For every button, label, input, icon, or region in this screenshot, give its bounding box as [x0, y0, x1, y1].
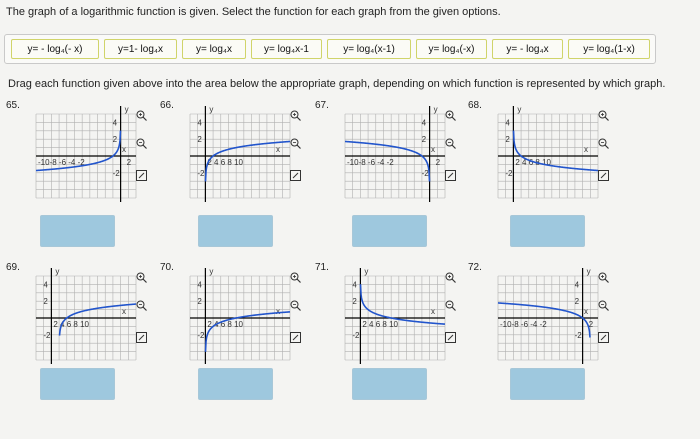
option-chip[interactable]: y= log₄(x-1): [327, 39, 411, 59]
zoom-in-icon[interactable]: [290, 110, 301, 121]
x-tick-label: 2: [588, 320, 594, 329]
x-tick-labels: -10-8 -6 -4 -2: [347, 158, 394, 167]
expand-icon[interactable]: [136, 170, 147, 181]
y-tick-label: 2: [112, 135, 118, 145]
y-axis-label: y: [586, 267, 591, 276]
y-tick-label: 4: [505, 118, 510, 128]
zoom-in-icon[interactable]: [598, 272, 609, 283]
y-tick-label: -2: [352, 330, 360, 340]
x-tick-labels: -10-8 -6 -4 -2: [38, 158, 85, 167]
y-axis-label: y: [517, 105, 522, 114]
answer-drop-zone[interactable]: [352, 215, 427, 247]
y-tick-label: -2: [421, 168, 429, 178]
x-axis-label: x: [584, 145, 588, 154]
y-axis-label: y: [55, 267, 60, 276]
expand-icon[interactable]: [290, 170, 301, 181]
y-tick-label: 2: [505, 135, 510, 145]
zoom-out-icon[interactable]: [136, 300, 147, 311]
x-tick-labels: 2 4 6 8 10: [515, 158, 551, 167]
answer-drop-zone[interactable]: [40, 368, 115, 400]
expand-icon[interactable]: [445, 332, 456, 343]
y-axis-label: y: [364, 267, 369, 276]
expand-icon[interactable]: [136, 332, 147, 343]
y-tick-label: -2: [43, 330, 51, 340]
problem-number: 72.: [468, 262, 482, 273]
x-tick-label: 2: [126, 158, 132, 167]
answer-drop-zone[interactable]: [198, 215, 273, 247]
x-axis-label: x: [584, 307, 588, 316]
answer-drop-zone[interactable]: [510, 215, 585, 247]
option-chip[interactable]: y= log₄x: [182, 39, 246, 59]
graph: [190, 105, 290, 198]
y-tick-label: 4: [574, 280, 580, 290]
x-axis-label: x: [431, 307, 435, 316]
y-tick-label: -2: [197, 168, 205, 178]
problem-number: 65.: [6, 100, 20, 111]
graph: [36, 105, 136, 198]
x-axis-label: x: [431, 145, 435, 154]
expand-icon[interactable]: [290, 332, 301, 343]
x-tick-labels: -10-8 -6 -4 -2: [500, 320, 547, 329]
zoom-in-icon[interactable]: [136, 110, 147, 121]
zoom-in-icon[interactable]: [445, 272, 456, 283]
zoom-out-icon[interactable]: [290, 138, 301, 149]
y-tick-label: 4: [197, 118, 202, 128]
problem-number: 66.: [160, 100, 174, 111]
expand-icon[interactable]: [598, 170, 609, 181]
graph: [498, 105, 598, 198]
zoom-out-icon[interactable]: [136, 138, 147, 149]
y-tick-label: -2: [112, 168, 120, 178]
graph: [498, 267, 598, 360]
y-tick-label: 4: [197, 280, 202, 290]
answer-drop-zone[interactable]: [198, 368, 273, 400]
problem-number: 67.: [315, 100, 329, 111]
zoom-out-icon[interactable]: [598, 300, 609, 311]
graph: [345, 105, 445, 198]
x-axis-label: x: [122, 307, 126, 316]
zoom-out-icon[interactable]: [445, 300, 456, 311]
y-axis-label: y: [209, 105, 214, 114]
problem-number: 71.: [315, 262, 329, 273]
graph: [345, 267, 445, 360]
expand-icon[interactable]: [598, 332, 609, 343]
x-tick-labels: 2 4 6 8 10: [207, 320, 243, 329]
answer-options-bank: [4, 34, 656, 64]
y-axis-label: y: [124, 105, 129, 114]
zoom-out-icon[interactable]: [445, 138, 456, 149]
expand-icon[interactable]: [445, 170, 456, 181]
x-axis-label: x: [122, 145, 126, 154]
option-chip[interactable]: y= - log₄x: [492, 39, 563, 59]
y-axis-label: y: [433, 105, 438, 114]
y-axis-label: y: [209, 267, 214, 276]
answer-drop-zone[interactable]: [510, 368, 585, 400]
y-tick-label: 2: [197, 297, 202, 307]
problem-number: 70.: [160, 262, 174, 273]
zoom-out-icon[interactable]: [290, 300, 301, 311]
y-tick-label: 2: [421, 135, 427, 145]
option-chip[interactable]: y= - log₄(- x): [11, 39, 99, 59]
drag-instruction-text: Drag each function given above into the area below the appropriate graph, depending on which function is represented by which graph.: [8, 78, 666, 90]
answer-drop-zone[interactable]: [40, 215, 115, 247]
y-tick-label: -2: [197, 330, 205, 340]
problem-number: 69.: [6, 262, 20, 273]
option-chip[interactable]: y= log₄(-x): [416, 39, 487, 59]
y-tick-label: 4: [421, 118, 427, 128]
y-tick-label: 2: [574, 297, 580, 307]
zoom-in-icon[interactable]: [290, 272, 301, 283]
graph: [36, 267, 136, 360]
x-axis-label: x: [276, 307, 280, 316]
y-tick-label: -2: [505, 168, 513, 178]
answer-drop-zone[interactable]: [352, 368, 427, 400]
y-tick-label: 4: [112, 118, 118, 128]
option-chip[interactable]: y=1- log₄x: [104, 39, 177, 59]
y-tick-label: 4: [352, 280, 357, 290]
x-tick-labels: 2 4 6 8 10: [207, 158, 243, 167]
x-tick-labels: 2 4 6 8 10: [362, 320, 398, 329]
x-tick-labels: 2 4 6 8 10: [53, 320, 89, 329]
y-tick-label: -2: [574, 330, 582, 340]
option-chip[interactable]: y= log₄(1-x): [568, 39, 650, 59]
y-tick-label: 2: [352, 297, 357, 307]
zoom-in-icon[interactable]: [445, 110, 456, 121]
y-tick-label: 4: [43, 280, 48, 290]
zoom-in-icon[interactable]: [136, 272, 147, 283]
y-tick-label: 2: [197, 135, 202, 145]
zoom-out-icon[interactable]: [598, 138, 609, 149]
x-axis-label: x: [276, 145, 280, 154]
x-tick-label: 2: [435, 158, 441, 167]
graph: [190, 267, 290, 360]
zoom-in-icon[interactable]: [598, 110, 609, 121]
option-chip[interactable]: y= log₄x-1: [251, 39, 322, 59]
y-tick-label: 2: [43, 297, 48, 307]
instruction-text: The graph of a logarithmic function is given. Select the function for each graph from the given options.: [6, 6, 501, 18]
problem-number: 68.: [468, 100, 482, 111]
